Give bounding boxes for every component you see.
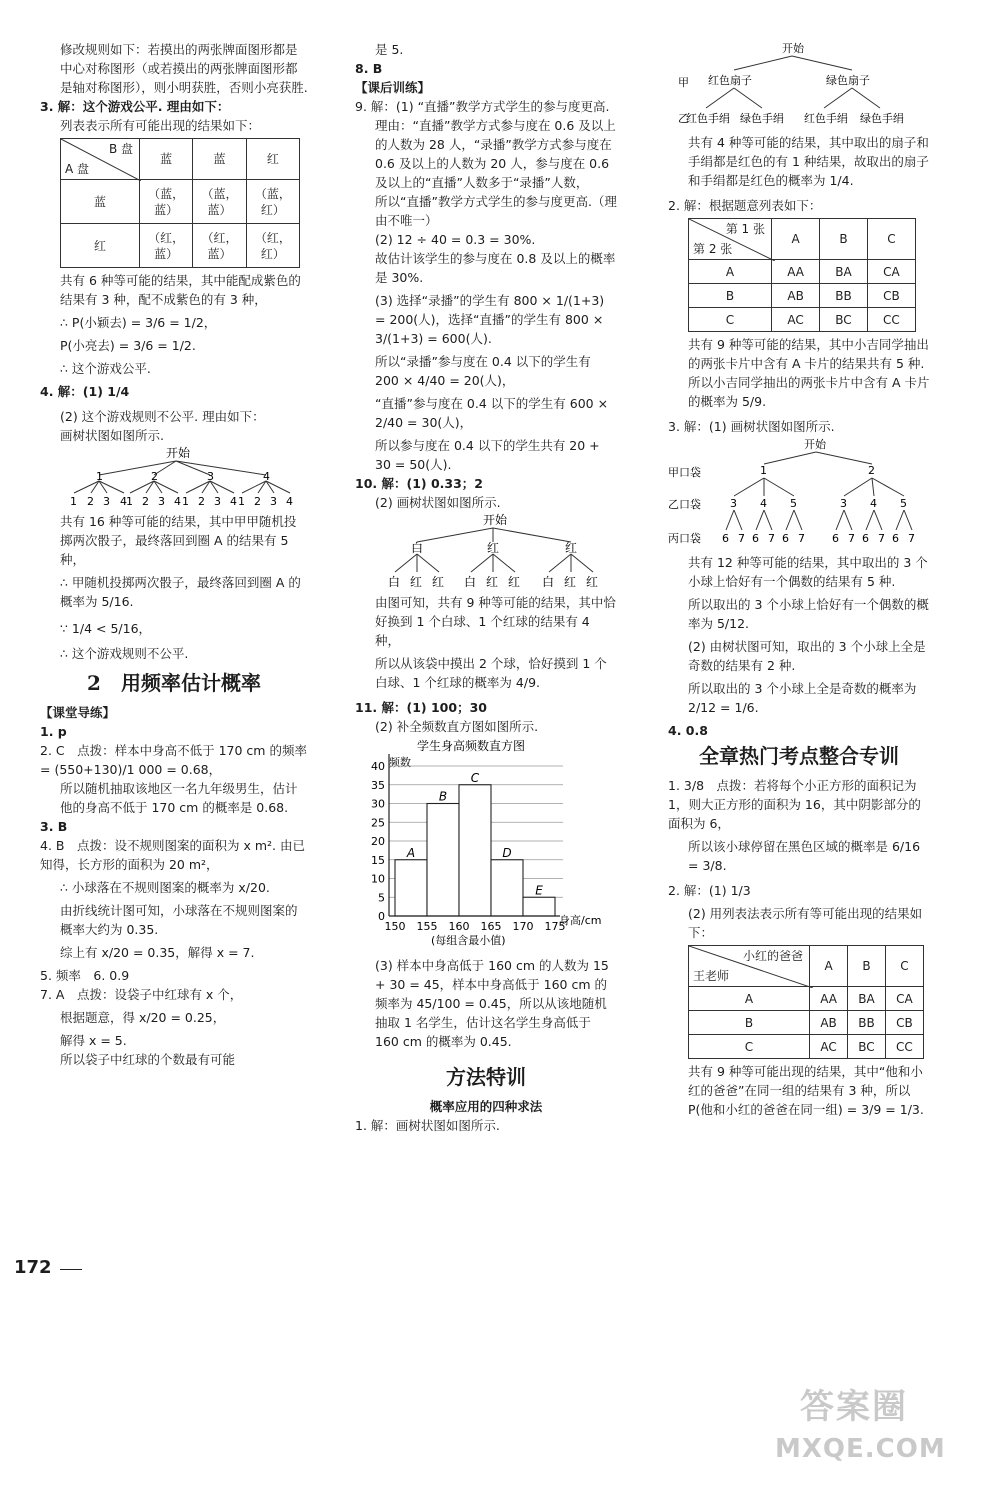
q3-p-ying: ∴ P(小颖去) = 3/6 = 1/2， (60, 315, 217, 330)
answer-4-prob: ∴ 小球落在不规则图案的概率为 x/20. (60, 880, 270, 895)
corner-bottom: A 盘 (65, 162, 90, 176)
review-q1: 1. 3/8 点拨：若将每个小正方形的面积记为 1，则大正方形的面积为 16，其中阴影部分的面积为 6， (668, 778, 921, 831)
table-cell: BB (848, 1011, 886, 1035)
tree-row-label: 甲 (678, 76, 689, 89)
histogram-bar (427, 804, 459, 917)
tree-leaf: 1 (238, 495, 245, 507)
chart-title: 学生身高频数直方图 (417, 739, 526, 753)
q3-heading: 3. 解：这个游戏公平. 理由如下： (40, 99, 230, 114)
tree-node: 4 (263, 470, 270, 483)
tree-leaf: 6 (892, 532, 899, 545)
header-cell: A (772, 219, 820, 260)
tree-level1 (411, 541, 577, 555)
tree-leaf: 6 (862, 532, 869, 545)
watermark-logo: 答案圈 (800, 1387, 908, 1427)
section-title-review: 全章热门考点整合专训 (699, 744, 899, 768)
q9-conclusion: 所以“直播”教学方式学生的参与度更高.（理由不唯一） (375, 194, 617, 228)
tree-diagram-balls (375, 512, 615, 588)
table-cell: CA (867, 260, 915, 284)
row-label: 蓝 (61, 180, 140, 224)
histogram-chart (355, 736, 617, 951)
answer-7: 7. A 点拨：设袋子中红球有 x 个， (40, 987, 243, 1002)
method-q3-part2: (2) 由树状图可知，取出的 3 个小球上全是奇数的结果有 2 种. (688, 639, 926, 673)
tree-leaves (70, 495, 293, 507)
bar-label: A (406, 845, 416, 860)
header-cell: B (848, 946, 886, 987)
q4-result: 共有 16 种等可能的结果，其中甲甲随机投掷两次骰子，最终落回到圈 A 的结果有 5 种， (60, 514, 297, 567)
tree-leaf: 1 (70, 495, 77, 507)
table-cell: BC (848, 1035, 886, 1059)
histogram-bar (523, 897, 555, 916)
tree-leaf: 7 (798, 532, 805, 545)
q3-p-liang: P(小亮去) = 3/6 = 1/2. (60, 338, 196, 353)
x-tick-label: 155 (416, 920, 438, 933)
q9-record-low: 所以“录播”参与度在 0.4 以下的学生有 200 × 4/40 = 20(人)， (375, 354, 591, 388)
tree-leaf: 7 (738, 532, 745, 545)
row-label: C (689, 1035, 810, 1059)
q10-result: 由图可知，共有 9 种等可能的结果，其中恰好换到 1 个白球、1 个红球的结果有 4 种， (375, 595, 616, 648)
page-number: 172 (14, 1257, 52, 1278)
tree-node: 红 (565, 541, 578, 555)
section-title-frequency: 2 用频率估计概率 (87, 671, 261, 695)
tree-root: 开始 (804, 438, 826, 451)
header-cell: 蓝 (140, 139, 193, 180)
tree-leaf: 2 (142, 495, 149, 507)
method-q3-result: 共有 12 种等可能的结果，其中取出的 3 个小球上恰好有一个偶数的结果有 5 种. (688, 555, 928, 589)
table-teachers (688, 945, 924, 1059)
table-cell: CC (867, 308, 915, 332)
q4-conclusion: ∴ 这个游戏规则不公平. (60, 646, 189, 661)
answer-7-conclusion: 所以袋子中红球的个数最有可能 (60, 1052, 236, 1067)
tree-leaf: 白 (388, 575, 401, 588)
q9-heading: 9. 解：(1) “直播”教学方式学生的参与度更高. (355, 99, 610, 114)
y-axis-label: 频数 (389, 756, 411, 769)
tree-leaf: 红 (564, 575, 577, 588)
tree-row-label: 乙 (678, 112, 689, 125)
tree-root: 开始 (782, 42, 804, 55)
table-cell: （蓝，红） (246, 180, 299, 224)
q9-part2: (2) 12 ÷ 40 = 0.3 = 30%. (375, 232, 536, 247)
tree-node: 4 (870, 497, 877, 510)
table-cell: （红，红） (246, 224, 299, 268)
q4-part2: (2) 这个游戏规则不公平. 理由如下： (60, 409, 265, 424)
tree-row-label: 丙口袋 (668, 532, 701, 545)
y-tick-label: 0 (378, 910, 385, 923)
tree-leaf: 4 (230, 495, 237, 507)
row-label: 红 (61, 224, 140, 268)
tree-leaf: 红 (410, 575, 423, 588)
x-tick-label: 150 (384, 920, 406, 933)
x-tick-label: 165 (480, 920, 502, 933)
tree-leaf: 2 (87, 495, 94, 507)
tree-leaf: 绿色手绢 (740, 112, 784, 125)
tree-leaf: 1 (126, 495, 133, 507)
corner-bottom: 第 2 张 (693, 242, 733, 256)
tree-leaf: 红 (432, 575, 445, 588)
q4-tree-intro: 画树状图如图所示. (60, 428, 164, 443)
answer-4: 4. B 点拨：设不规则图案的面积为 x m². 由已知得，长方形的面积为 20 m²， (40, 838, 305, 872)
corner-top: 第 1 张 (725, 222, 765, 236)
tree-leaf: 7 (848, 532, 855, 545)
table-cell: CA (885, 987, 923, 1011)
tree-leaf: 6 (752, 532, 759, 545)
table-cell: （蓝，蓝） (140, 180, 193, 224)
header-cell: C (885, 946, 923, 987)
tree-leaf: 绿色手绢 (860, 112, 904, 125)
row-label: B (689, 1011, 810, 1035)
tree-diagram-fan (668, 40, 918, 128)
chart-bars (395, 771, 555, 916)
answer-7-end: 是 5. (375, 42, 404, 57)
x-tick-label: 170 (512, 920, 534, 933)
answer-8: 8. B (355, 61, 383, 76)
method-q4: 4. 0.8 (668, 723, 708, 738)
watermark-url: MXQE.COM (775, 1434, 946, 1464)
header-cell: 红 (246, 139, 299, 180)
column-2 (355, 40, 617, 1135)
tree-branches (74, 461, 290, 493)
tree-leaf: 6 (782, 532, 789, 545)
row-label: B (689, 284, 772, 308)
tree-leaf: 4 (174, 495, 181, 507)
table-cell: BA (848, 987, 886, 1011)
answer-7-equation: 根据题意，得 x/20 = 0.25， (60, 1010, 226, 1025)
answer-7-solve: 解得 x = 5. (60, 1033, 127, 1048)
row-label: A (689, 987, 810, 1011)
tree-leaf: 红 (586, 575, 599, 588)
column-3 (668, 40, 930, 1119)
tree-leaf: 红 (508, 575, 521, 588)
tree-node: 4 (760, 497, 767, 510)
corner-top: B 盘 (108, 142, 133, 156)
answer-3: 3. B (40, 819, 68, 834)
tree-leaf: 7 (908, 532, 915, 545)
class-guide-label: 【课堂导练】 (40, 705, 116, 720)
tree-leaf: 2 (198, 495, 205, 507)
header-cell: C (867, 219, 915, 260)
section-title-method: 方法特训 (446, 1065, 526, 1089)
tree-leaf: 6 (722, 532, 729, 545)
q11-heading: 11. 解：(1) 100；30 (355, 700, 487, 715)
tree-leaf: 白 (464, 575, 477, 588)
tree-leaf: 红色手绢 (686, 112, 730, 125)
q9-part3: (3) 选择“录播”的学生有 800 × 1/(1+3) = 200(人)，选择“直播”的学生有 800 × 3/(1+3) = 600(人). (375, 293, 605, 346)
tree-leaf: 7 (768, 532, 775, 545)
table-cell: BA (820, 260, 868, 284)
review-q2-heading: 2. 解：(1) 1/3 (668, 883, 751, 898)
tree-diagram-dice (54, 445, 294, 507)
q10-probability: 所以从该袋中摸出 2 个球，恰好摸到 1 个白球、1 个红球的概率为 4/9. (375, 656, 607, 690)
q9-live-low: “直播”参与度在 0.4 以下的学生有 600 × 2/40 = 30(人)， (375, 396, 609, 430)
y-tick-label: 10 (371, 872, 385, 886)
x-axis-label: 身高/cm (559, 914, 602, 927)
table-cell: CC (885, 1035, 923, 1059)
table-cell: （蓝，蓝） (193, 180, 246, 224)
tree-leaf: 3 (214, 495, 221, 507)
tree-node: 3 (207, 470, 214, 483)
tree-leaf: 3 (158, 495, 165, 507)
q4-heading: 4. 解：(1) 1/4 (40, 384, 130, 399)
histogram-bar (491, 860, 523, 916)
method-q1: 1. 解：画树状图如图所示. (355, 1118, 500, 1133)
table-cell: AA (810, 987, 848, 1011)
tree-row-label: 甲口袋 (668, 466, 701, 479)
y-tick-label: 20 (371, 835, 385, 848)
header-cell: B (820, 219, 868, 260)
q4-probability: ∴ 甲随机投掷两次骰子，最终落回到圈 A 的概率为 5/16. (60, 575, 301, 609)
tree-node: 3 (840, 497, 847, 510)
tree-diagram-pockets (668, 436, 918, 548)
table-cards (688, 218, 916, 332)
review-q2-part2: (2) 用列表法表示所有等可能出现的结果如下： (688, 906, 923, 940)
table-corner (61, 139, 140, 180)
answer-1: 1. p (40, 724, 67, 739)
method-q2-probability: 所以小吉同学抽出的两张卡片中含有 A 卡片的概率为 5/9. (688, 375, 930, 409)
table-cell: AB (810, 1011, 848, 1035)
table-corner (689, 946, 810, 987)
y-tick-label: 25 (371, 816, 385, 830)
table-cell: AC (772, 308, 820, 332)
q9-reason: 理由：“直播”教学方式参与度在 0.6 及以上的人数为 28 人，“录播”教学方式参与度在 0.6 及以上的人数为 20 人，参与度在 0.6 及以上的“直播”人数多于“录播”人数， (375, 118, 616, 190)
tree-leaf: 7 (878, 532, 885, 545)
tree-leaf: 1 (182, 495, 189, 507)
tree-leaf: 红 (486, 575, 499, 588)
answer-4-chart: 由折线统计图可知，小球落在不规则图案的概率大约为 0.35. (60, 903, 298, 937)
table-cell: CB (867, 284, 915, 308)
bar-label: E (535, 883, 543, 898)
q10-tree-intro: (2) 画树状图如图所示. (375, 495, 501, 510)
method-q3-part2-prob: 所以取出的 3 个小球上全是奇数的概率为 2/12 = 1/6. (688, 681, 917, 715)
tree-leaf: 6 (832, 532, 839, 545)
answer-4-solve: 综上有 x/20 = 0.35，解得 x = 7. (60, 945, 255, 960)
q3-list-intro: 列表表示所有可能出现的结果如下： (60, 118, 261, 133)
tree-node: 5 (790, 497, 797, 510)
corner-top: 小红的爸爸 (742, 949, 803, 963)
y-tick-label: 40 (371, 760, 385, 773)
page-number-rule (60, 1269, 82, 1270)
tree-root: 开始 (483, 513, 508, 527)
method-q2-result: 共有 9 种等可能的结果，其中小吉同学抽出的两张卡片中含有 A 卡片的结果共有 5 种. (688, 337, 929, 371)
tree-leaf: 2 (254, 495, 261, 507)
table-cell: AA (772, 260, 820, 284)
table-cell: BB (820, 284, 868, 308)
tree-branches (726, 452, 912, 530)
tree-node: 1 (760, 464, 767, 477)
tree-node: 红 (487, 541, 500, 555)
method-q1-result: 共有 4 种等可能的结果，其中取出的扇子和手绢都是红色的有 1 种结果，故取出的扇子和手绢都是红色的概率为 1/4. (688, 135, 929, 188)
row-label: C (689, 308, 772, 332)
tree-node: 1 (96, 470, 103, 483)
tree-leaves (722, 532, 915, 545)
histogram-bar (395, 860, 427, 916)
q11-part3: (3) 样本中身高低于 160 cm 的人数为 15 + 30 = 45，样本中身高低于 160 cm 的频率为 45/100 = 0.45，所以从该地随机抽取 1 名学生，估计这名学生身高低于 160 cm 的概率为 0.45. (375, 958, 609, 1049)
q11-chart-intro: (2) 补全频数直方图如图所示. (375, 719, 539, 734)
q2-rule-text: 修改规则如下：若摸出的两张牌面图形都是中心对称图形（或若摸出的两张牌面图形都是轴对称图形），则小明获胜，否则小亮获胜. (60, 42, 308, 95)
table-corner (689, 219, 772, 260)
q3-result: 共有 6 种等可能的结果，其中能配成紫色的结果有 3 种，配不成紫色的有 3 种， (60, 273, 301, 307)
bar-label: C (470, 770, 480, 785)
x-tick-label: 175 (544, 920, 566, 933)
tree-node: 绿色扇子 (826, 74, 870, 87)
table-cell: CB (885, 1011, 923, 1035)
header-cell: 蓝 (193, 139, 246, 180)
tree-leaf: 红色手绢 (804, 112, 848, 125)
tree-node: 5 (900, 497, 907, 510)
method-q2-heading: 2. 解：根据题意列表如下： (668, 198, 822, 213)
method-subtitle: 概率应用的四种求法 (429, 1099, 543, 1114)
tree-row-label: 乙口袋 (668, 498, 701, 511)
after-class-label: 【课后训练】 (355, 80, 431, 95)
q4-compare: ∵ 1/4 < 5/16， (60, 621, 152, 636)
tree-leaf: 4 (120, 495, 127, 507)
table-a-b-disc (60, 138, 300, 268)
method-q3-probability: 所以取出的 3 个小球上恰好有一个偶数的概率为 5/12. (688, 597, 929, 631)
table-cell: （红，蓝） (193, 224, 246, 268)
method-q3-heading: 3. 解：(1) 画树状图如图所示. (668, 419, 835, 434)
histogram-bar (459, 785, 491, 916)
q9-total-low: 所以参与度在 0.4 以下的学生共有 20 + 30 = 50(人). (375, 438, 600, 472)
header-cell: A (810, 946, 848, 987)
y-tick-label: 15 (371, 853, 385, 867)
q3-conclusion: ∴ 这个游戏公平. (60, 361, 151, 376)
y-tick-label: 35 (371, 778, 385, 792)
tree-node: 白 (411, 541, 424, 555)
answer-5-6: 5. 频率 6. 0.9 (40, 968, 130, 983)
tree-leaves (388, 575, 598, 588)
chart-note: (每组含最小值) (431, 934, 506, 947)
tree-node: 红色扇子 (708, 74, 752, 87)
tree-node: 2 (151, 470, 158, 483)
review-q2-result: 共有 9 种等可能出现的结果，其中“他和小红的爸爸”在同一组的结果有 3 种，所以 P(他和小红的爸爸在同一组) = 3/9 = 1/3. (688, 1064, 924, 1117)
q9-part2-conclusion: 故估计该学生的参与度在 0.8 及以上的概率是 30%. (375, 251, 616, 285)
bar-label: D (502, 845, 512, 860)
answer-2: 2. C 点拨：样本中身高不低于 170 cm 的频率 = (550+130)/1 000 = 0.68， (40, 743, 307, 777)
tree-node: 3 (730, 497, 737, 510)
tree-leaf: 3 (270, 495, 277, 507)
table-cell: AB (772, 284, 820, 308)
tree-leaf: 3 (103, 495, 110, 507)
tree-leaf: 白 (542, 575, 555, 588)
table-cell: AC (810, 1035, 848, 1059)
y-tick-label: 30 (371, 797, 385, 811)
table-cell: BC (820, 308, 868, 332)
table-cell: （红，蓝） (140, 224, 193, 268)
answer-2-conclusion: 所以随机抽取该地区一名九年级男生，估计他的身高不低于 170 cm 的概率是 0.68. (60, 781, 298, 815)
tree-node: 2 (868, 464, 875, 477)
bar-label: B (438, 789, 448, 804)
tree-leaf: 4 (286, 495, 293, 507)
tree-root: 开始 (166, 446, 191, 460)
row-label: A (689, 260, 772, 284)
q10-heading: 10. 解：(1) 0.33；2 (355, 476, 484, 491)
corner-bottom: 王老师 (693, 969, 730, 983)
x-tick-label: 160 (448, 920, 470, 933)
column-1 (40, 40, 308, 1069)
review-q1-conclusion: 所以该小球停留在黑色区域的概率是 6/16 = 3/8. (688, 839, 921, 873)
y-tick-label: 5 (378, 891, 385, 905)
